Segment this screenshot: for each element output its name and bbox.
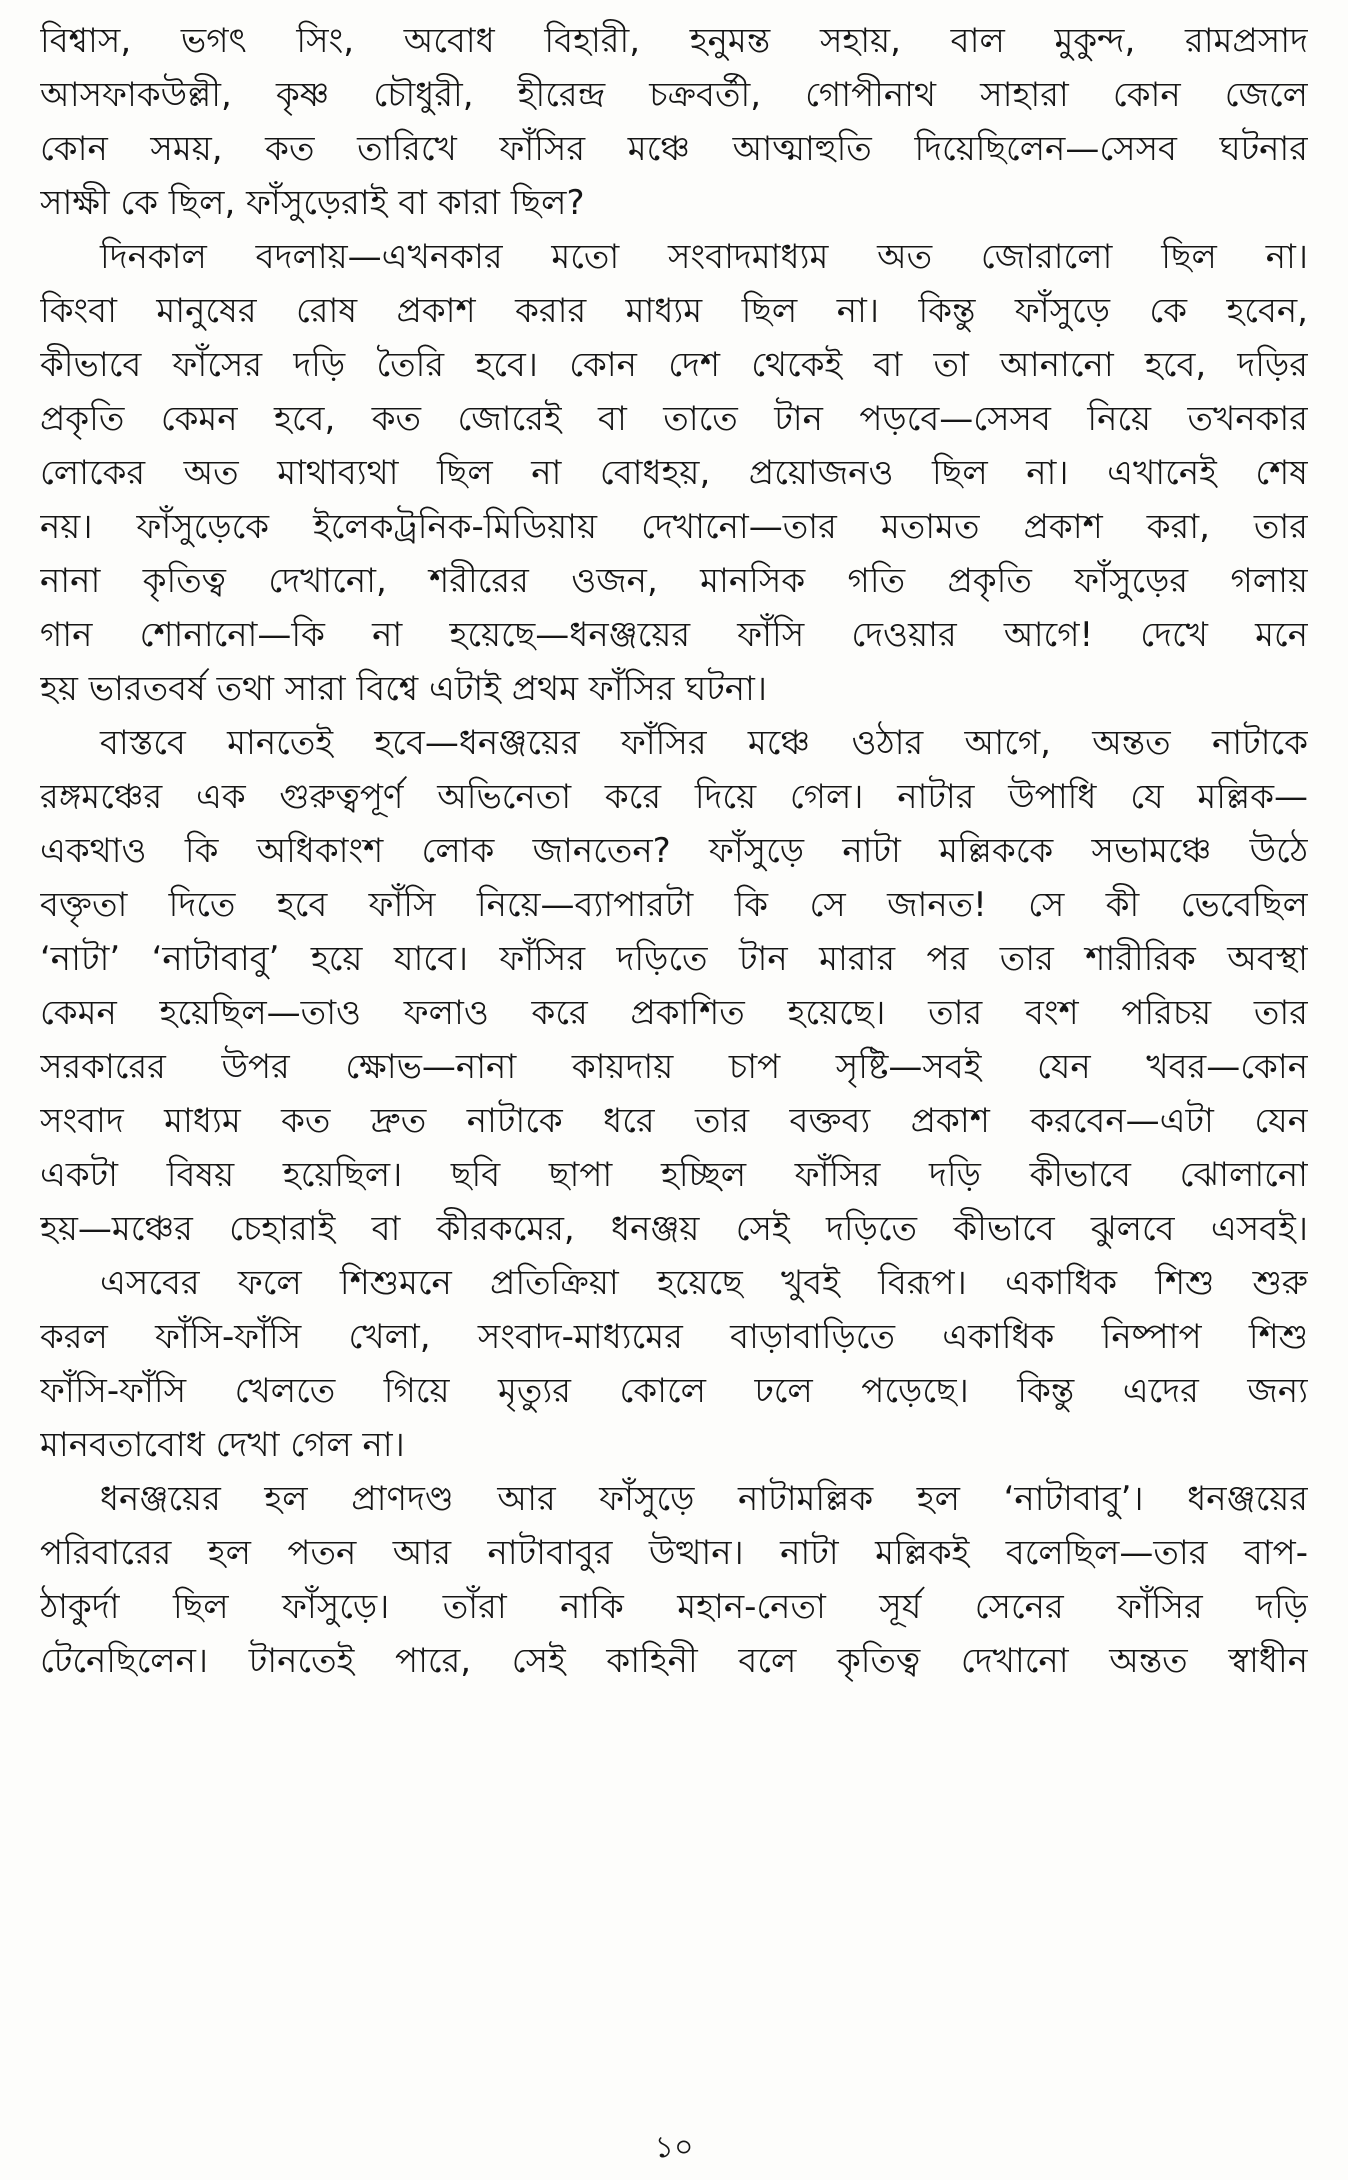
text-line: কোন সময়, কত তারিখে ফাঁসির মঞ্চে আত্মাহুতি দিয়েছিলেন—সেসব ঘটনার — [40, 129, 1308, 169]
text-line: সাক্ষী কে ছিল, ফাঁসুড়েরাই বা কারা ছিল? — [40, 183, 585, 223]
text-line-paragraph-start: বাস্তবে মানতেই হবে—ধনঞ্জয়ের ফাঁসির মঞ্চে ওঠার আগে, অন্তত নাটাকে — [100, 723, 1308, 763]
text-line: গান শোনানো—কি না হয়েছে—ধনঞ্জয়ের ফাঁসি দেওয়ার আগে! দেখে মনে — [40, 615, 1308, 655]
text-line: প্রকৃতি কেমন হবে, কত জোরেই বা তাতে টান পড়বে—সেসব নিয়ে তখনকার — [40, 399, 1308, 439]
text-line: নানা কৃতিত্ব দেখানো, শরীরের ওজন, মানসিক গতি প্রকৃতি ফাঁসুড়ের গলায় — [40, 561, 1308, 601]
text-line: সরকারের উপর ক্ষোভ—নানা কায়দায় চাপ সৃষ্টি—সবই যেন খবর—কোন — [40, 1047, 1308, 1087]
text-line: মানবতাবোধ দেখা গেল না। — [40, 1425, 405, 1465]
text-line: একটা বিষয় হয়েছিল। ছবি ছাপা হচ্ছিল ফাঁসির দড়ি কীভাবে ঝোলানো — [40, 1155, 1308, 1195]
text-line: পরিবারের হল পতন আর নাটাবাবুর উত্থান। নাটা মল্লিকই বলেছিল—তার বাপ- — [40, 1533, 1308, 1573]
text-line: কেমন হয়েছিল—তাও ফলাও করে প্রকাশিত হয়েছে। তার বংশ পরিচয় তার — [40, 993, 1308, 1033]
text-line: টেনেছিলেন। টানতেই পারে, সেই কাহিনী বলে কৃতিত্ব দেখানো অন্তত স্বাধীন — [40, 1641, 1308, 1681]
text-line: ফাঁসি-ফাঁসি খেলতে গিয়ে মৃত্যুর কোলে ঢলে পড়েছে। কিন্তু এদের জন্য — [40, 1371, 1308, 1411]
text-line: বিশ্বাস, ভগৎ সিং, অবোধ বিহারী, হনুমন্ত সহায়, বাল মুকুন্দ, রামপ্রসাদ — [40, 21, 1308, 61]
text-line: ঠাকুর্দা ছিল ফাঁসুড়ে। তাঁরা নাকি মহান-নেতা সূর্য সেনের ফাঁসির দড়ি — [40, 1587, 1308, 1627]
text-line: বক্তৃতা দিতে হবে ফাঁসি নিয়ে—ব্যাপারটা কি সে জানত! সে কী ভেবেছিল — [40, 885, 1308, 925]
text-line: রঙ্গমঞ্চের এক গুরুত্বপূর্ণ অভিনেতা করে দিয়ে গেল। নাটার উপাধি যে মল্লিক— — [40, 777, 1308, 817]
text-line-paragraph-start: দিনকাল বদলায়—এখনকার মতো সংবাদমাধ্যম অত জোরালো ছিল না। — [100, 237, 1308, 277]
text-line: হয় ভারতবর্ষ তথা সারা বিশ্বে এটাই প্রথম ফাঁসির ঘটনা। — [40, 669, 768, 709]
text-line: একথাও কি অধিকাংশ লোক জানতেন? ফাঁসুড়ে নাটা মল্লিককে সভামঞ্চে উঠে — [40, 831, 1308, 871]
text-line: আসফাকউল্লী, কৃষ্ণ চৌধুরী, হীরেন্দ্র চক্রবর্তী, গোপীনাথ সাহারা কোন জেলে — [40, 75, 1308, 115]
text-line: করল ফাঁসি-ফাঁসি খেলা, সংবাদ-মাধ্যমের বাড়াবাড়িতে একাধিক নিষ্পাপ শিশু — [40, 1317, 1308, 1357]
text-line: হয়—মঞ্চের চেহারাই বা কীরকমের, ধনঞ্জয় সেই দড়িতে কীভাবে ঝুলবে এসবই। — [40, 1209, 1308, 1249]
page-text-body — [40, 14, 1308, 1688]
text-line: সংবাদ মাধ্যম কত দ্রুত নাটাকে ধরে তার বক্তব্য প্রকাশ করবেন—এটা যেন — [40, 1101, 1308, 1141]
text-line: লোকের অত মাথাব্যথা ছিল না বোধহয়, প্রয়োজনও ছিল না। এখানেই শেষ — [40, 453, 1308, 493]
text-line: ‘নাটা’ ‘নাটাবাবু’ হয়ে যাবে। ফাঁসির দড়িতে টান মারার পর তার শারীরিক অবস্থা — [40, 939, 1308, 979]
text-line: কীভাবে ফাঁসের দড়ি তৈরি হবে। কোন দেশ থেকেই বা তা আনানো হবে, দড়ির — [40, 345, 1308, 385]
text-line-paragraph-start: এসবের ফলে শিশুমনে প্রতিক্রিয়া হয়েছে খুবই বিরূপ। একাধিক শিশু শুরু — [100, 1263, 1308, 1303]
text-line: নয়। ফাঁসুড়েকে ইলেকট্রনিক-মিডিয়ায় দেখানো—তার মতামত প্রকাশ করা, তার — [40, 507, 1308, 547]
text-line-paragraph-start: ধনঞ্জয়ের হল প্রাণদণ্ড আর ফাঁসুড়ে নাটামল্লিক হল ‘নাটাবাবু’। ধনঞ্জয়ের — [100, 1479, 1308, 1519]
page-number: ১০ — [654, 2130, 694, 2165]
text-line: কিংবা মানুষের রোষ প্রকাশ করার মাধ্যম ছিল না। কিন্তু ফাঁসুড়ে কে হবেন, — [40, 291, 1308, 331]
